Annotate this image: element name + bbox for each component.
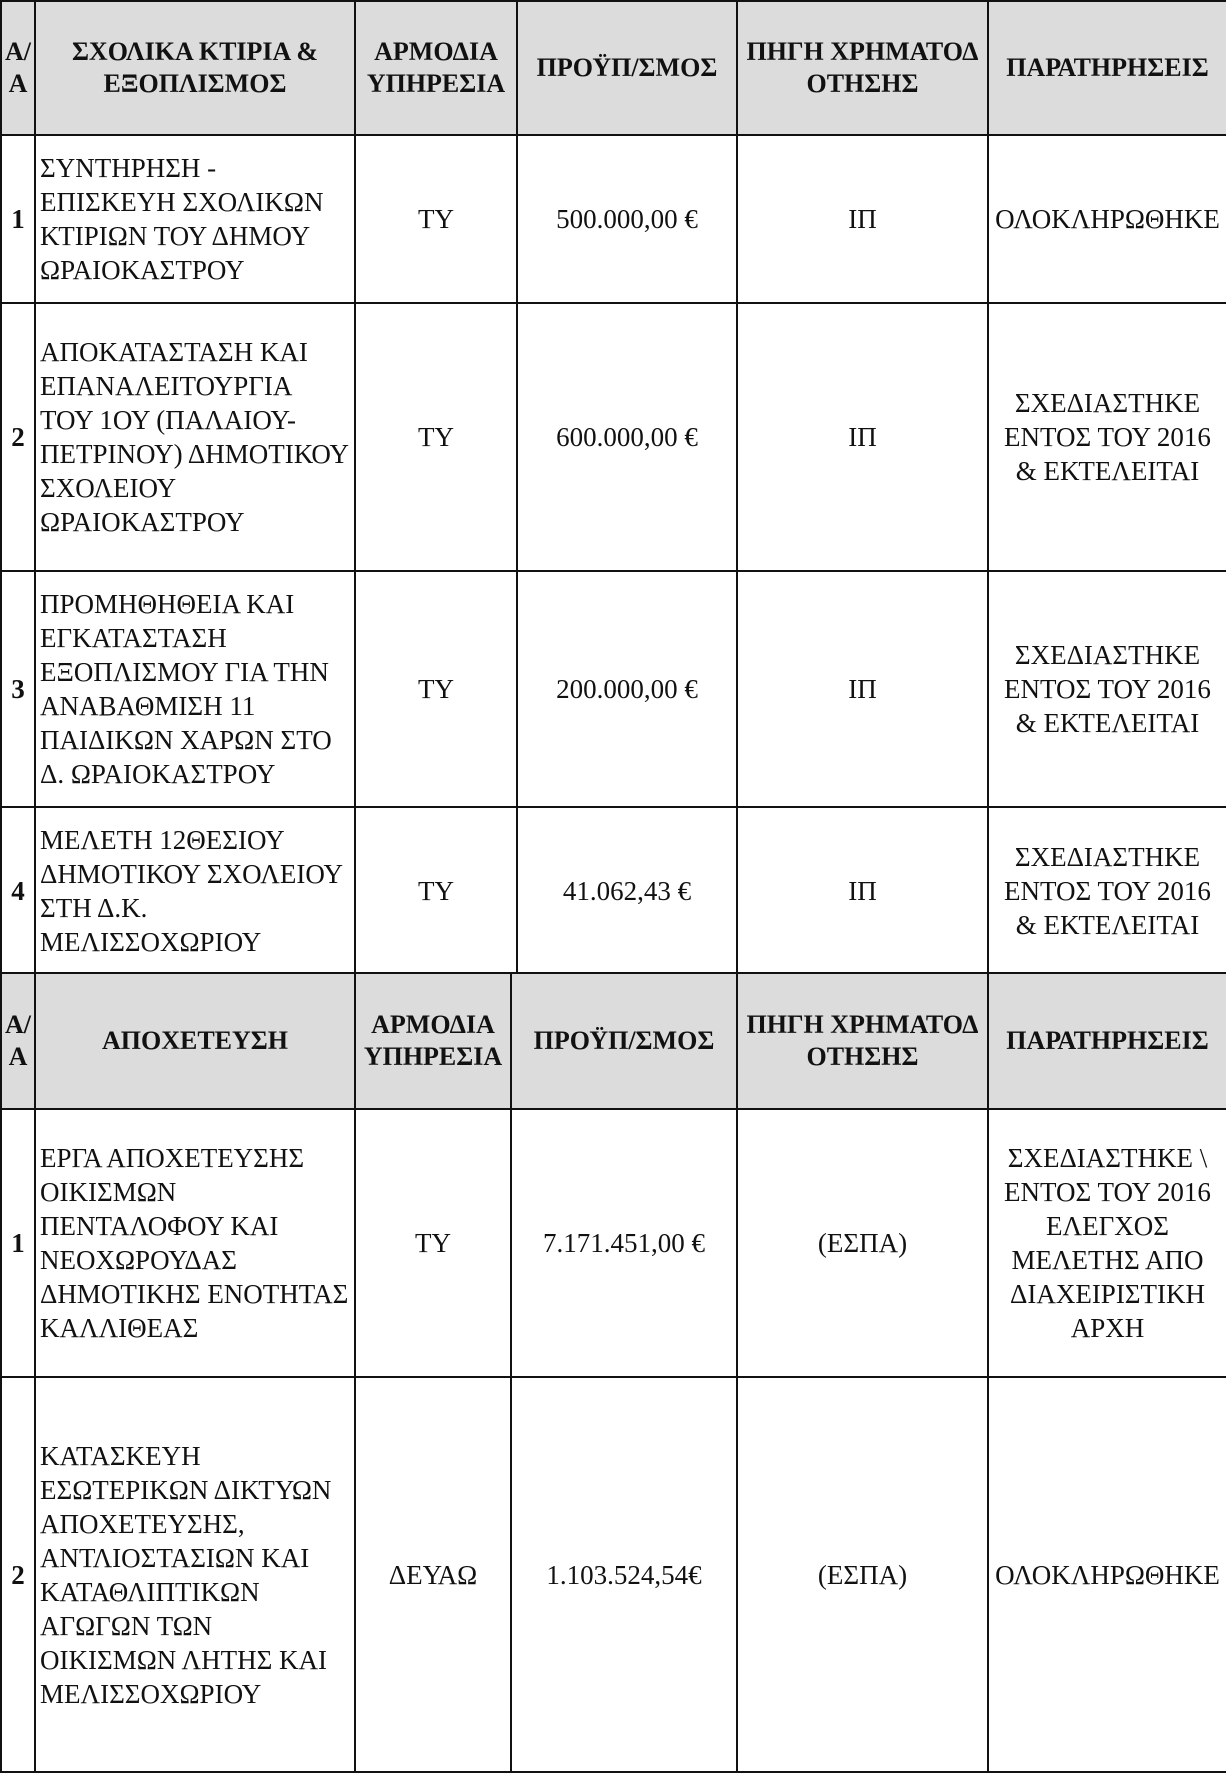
project-title: ΣΥΝΤΗΡΗΣΗ - ΕΠΙΣΚΕΥΗ ΣΧΟΛΙΚΩΝ ΚΤΙΡΙΩΝ ΤΟΥ ΔΗΜΟΥ ΩΡΑΙΟΚΑΣΤΡΟΥ (35, 135, 355, 303)
budget-cell: 600.000,00 € (517, 303, 737, 571)
service-cell: ΤΥ (355, 1109, 511, 1377)
table-row (1, 303, 1226, 571)
notes-cell: ΣΧΕΔΙΑΣΤΗΚΕ \ ΕΝΤΟΣ ΤΟΥ 2016 ΕΛΕΓΧΟΣ ΜΕΛΕΤΗΣ ΑΠΟ ΔΙΑΧΕΙΡΙΣΤΙΚΗ ΑΡΧΗ (988, 1109, 1226, 1377)
service-cell: ΔΕΥΑΩ (355, 1377, 511, 1772)
budget-cell: 7.171.451,00 € (511, 1109, 737, 1377)
row-number: 3 (1, 571, 35, 807)
row-number: 2 (1, 303, 35, 571)
service-cell: ΤΥ (355, 571, 517, 807)
funding-cell: ΙΠ (737, 303, 988, 571)
header-service: ΑΡΜΟΔΙΑ ΥΠΗΡΕΣΙΑ (355, 973, 511, 1109)
funding-cell: ΙΠ (737, 571, 988, 807)
header-budget: ΠΡΟΫΠ/ΣΜΟΣ (517, 1, 737, 135)
service-cell: ΤΥ (355, 303, 517, 571)
header-section-title: ΑΠΟΧΕΤΕΥΣΗ (35, 973, 355, 1109)
budget-cell: 41.062,43 € (517, 807, 737, 975)
row-number: 1 (1, 135, 35, 303)
service-cell: ΤΥ (355, 807, 517, 975)
row-number: 2 (1, 1377, 35, 1772)
table-row (1, 1377, 1226, 1772)
budget-cell: 1.103.524,54€ (511, 1377, 737, 1772)
table-row (1, 571, 1226, 807)
table-row (1, 135, 1226, 303)
funding-cell: ΙΠ (737, 135, 988, 303)
notes-cell: ΟΛΟΚΛΗΡΩΘΗΚΕ (988, 135, 1226, 303)
project-title: ΑΠΟΚΑΤΑΣΤΑΣΗ ΚΑΙ ΕΠΑΝΑΛΕΙΤΟΥΡΓΙΑ ΤΟΥ 1ΟΥ (ΠΑΛΑΙΟΥ-ΠΕΤΡΙΝΟΥ) ΔΗΜΟΤΙΚΟΥ ΣΧΟΛΕΙΟΥ ΩΡΑΙΟΚΑΣΤΡΟΥ (35, 303, 355, 571)
table-header-row (1, 973, 1226, 1109)
row-number: 4 (1, 807, 35, 975)
project-title: ΕΡΓΑ ΑΠΟΧΕΤΕΥΣΗΣ ΟΙΚΙΣΜΩΝ ΠΕΝΤΑΛΟΦΟΥ ΚΑΙ ΝΕΟΧΩΡΟΥΔΑΣ ΔΗΜΟΤΙΚΗΣ ΕΝΟΤΗΤΑΣ ΚΑΛΛΙΘΕΑΣ (35, 1109, 355, 1377)
funding-cell: (ΕΣΠΑ) (737, 1377, 988, 1772)
header-budget: ΠΡΟΫΠ/ΣΜΟΣ (511, 973, 737, 1109)
service-cell: ΤΥ (355, 135, 517, 303)
notes-cell: ΣΧΕΔΙΑΣΤΗΚΕ ΕΝΤΟΣ ΤΟΥ 2016 & ΕΚΤΕΛΕΙΤΑΙ (988, 303, 1226, 571)
funding-cell: ΙΠ (737, 807, 988, 975)
budget-cell: 200.000,00 € (517, 571, 737, 807)
row-number: 1 (1, 1109, 35, 1377)
header-funding: ΠΗΓΗ ΧΡΗΜΑΤΟΔ ΟΤΗΣΗΣ (737, 1, 988, 135)
header-funding: ΠΗΓΗ ΧΡΗΜΑΤΟΔ ΟΤΗΣΗΣ (737, 973, 988, 1109)
project-title: ΠΡΟΜΗΘΗΘΕΙΑ ΚΑΙ ΕΓΚΑΤΑΣΤΑΣΗ ΕΞΟΠΛΙΣΜΟΥ ΓΙΑ ΤΗΝ ΑΝΑΒΑΘΜΙΣΗ 11 ΠΑΙΔΙΚΩΝ ΧΑΡΩΝ ΣΤΟ Δ. ΩΡΑΙΟΚΑΣΤΡΟΥ (35, 571, 355, 807)
header-notes: ΠΑΡΑΤΗΡΗΣΕΙΣ (988, 973, 1226, 1109)
notes-cell: ΣΧΕΔΙΑΣΤΗΚΕ ΕΝΤΟΣ ΤΟΥ 2016 & ΕΚΤΕΛΕΙΤΑΙ (988, 807, 1226, 975)
table-header-row (1, 1, 1226, 135)
header-section-title: ΣΧΟΛΙΚΑ ΚΤΙΡΙΑ & ΕΞΟΠΛΙΣΜΟΣ (35, 1, 355, 135)
notes-cell: ΣΧΕΔΙΑΣΤΗΚΕ ΕΝΤΟΣ ΤΟΥ 2016 & ΕΚΤΕΛΕΙΤΑΙ (988, 571, 1226, 807)
table-row (1, 807, 1226, 975)
notes-cell: ΟΛΟΚΛΗΡΩΘΗΚΕ (988, 1377, 1226, 1772)
project-title: ΚΑΤΑΣΚΕΥΗ ΕΣΩΤΕΡΙΚΩΝ ΔΙΚΤΥΩΝ ΑΠΟΧΕΤΕΥΣΗΣ, ΑΝΤΛΙΟΣΤΑΣΙΩΝ ΚΑΙ ΚΑΤΑΘΛΙΠΤΙΚΩΝ ΑΓΩΓΩΝ ΤΩΝ ΟΙΚΙΣΜΩΝ ΛΗΤΗΣ ΚΑΙ ΜΕΛΙΣΣΟΧΩΡΙΟΥ (35, 1377, 355, 1772)
funding-cell: (ΕΣΠΑ) (737, 1109, 988, 1377)
sewerage-table (0, 972, 1226, 1773)
header-aa: Α/ Α (1, 973, 35, 1109)
budget-cell: 500.000,00 € (517, 135, 737, 303)
header-service: ΑΡΜΟΔΙΑ ΥΠΗΡΕΣΙΑ (355, 1, 517, 135)
header-aa: Α/ Α (1, 1, 35, 135)
table-row (1, 1109, 1226, 1377)
header-notes: ΠΑΡΑΤΗΡΗΣΕΙΣ (988, 1, 1226, 135)
project-title: ΜΕΛΕΤΗ 12ΘΕΣΙΟΥ ΔΗΜΟΤΙΚΟΥ ΣΧΟΛΕΙΟΥ ΣΤΗ Δ.Κ. ΜΕΛΙΣΣΟΧΩΡΙΟΥ (35, 807, 355, 975)
